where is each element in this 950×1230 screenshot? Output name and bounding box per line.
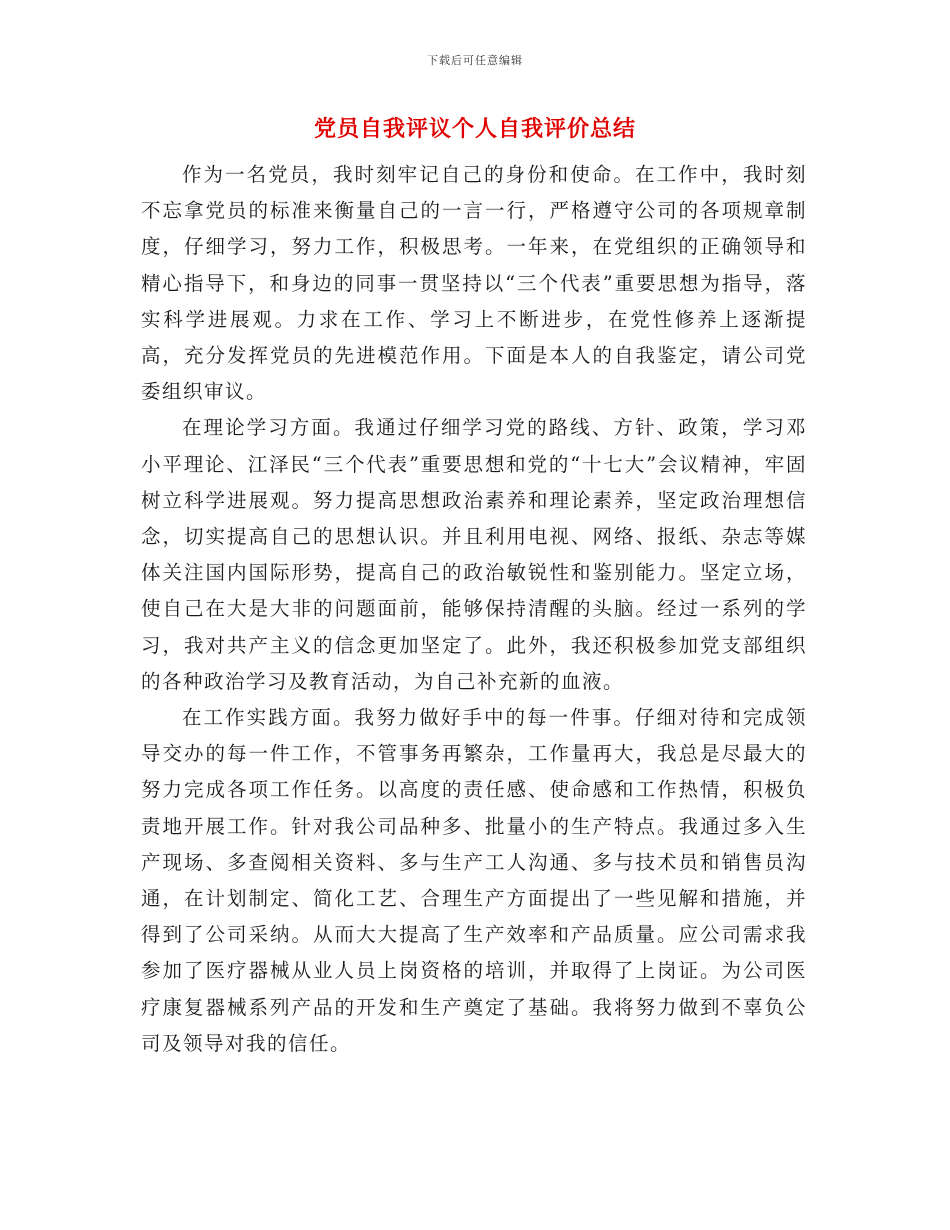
document-body bbox=[141, 157, 807, 1062]
paragraph-theory-study: 在理论学习方面。我通过仔细学习党的路线、方针、政策，学习邓小平理论、江泽民“三个代表”重要思想和党的“十七大”会议精神，牢固树立科学进展观。努力提高思想政治素养和理论素养，坚定政治理想信念，切实提高自己的思想认识。并且利用电视、网络、报纸、杂志等媒体关注国内国际形势，提高自己的政治敏锐性和鉴别能力。坚定立场，使自己在大是大非的问题面前，能够保持清醒的头脑。经过一系列的学习，我对共产主义的信念更加坚定了。此外，我还积极参加党支部组织的各种政治学习及教育活动，为自己补充新的血液。 bbox=[141, 416, 807, 693]
paragraph-intro: 作为一名党员，我时刻牢记自己的身份和使命。在工作中，我时刻不忘拿党员的标准来衡量自己的一言一行，严格遵守公司的各项规章制度，仔细学习，努力工作，积极思考。一年来，在党组织的正确领导和精心指导下，和身边的同事一贯坚持以“三个代表”重要思想为指导，落实科学进展观。力求在工作、学习上不断进步，在党性修养上逐渐提高，充分发挥党员的先进模范作用。下面是本人的自我鉴定，请公司党委组织审议。 bbox=[141, 163, 807, 404]
document-title: 党员自我评议个人自我评价总结 bbox=[313, 116, 636, 142]
header-note: 下载后可任意编辑 bbox=[427, 54, 523, 67]
paragraph-work-practice: 在工作实践方面。我努力做好手中的每一件事。仔细对待和完成领导交办的每一件工作，不管事务再繁杂，工作量再大，我总是尽最大的努力完成各项工作任务。以高度的责任感、使命感和工作热情，积极负责地开展工作。针对我公司品种多、批量小的生产特点。我通过多入生产现场、多查阅相关资料、多与生产工人沟通、多与技术员和销售员沟通，在计划制定、简化工艺、合理生产方面提出了一些见解和措施，并得到了公司采纳。从而大大提高了生产效率和产品质量。应公司需求我参加了医疗器械从业人员上岗资格的培训，并取得了上岗证。为公司医疗康复器械系列产品的开发和生产奠定了基础。我将努力做到不辜负公司及领导对我的信任。 bbox=[141, 706, 807, 1055]
